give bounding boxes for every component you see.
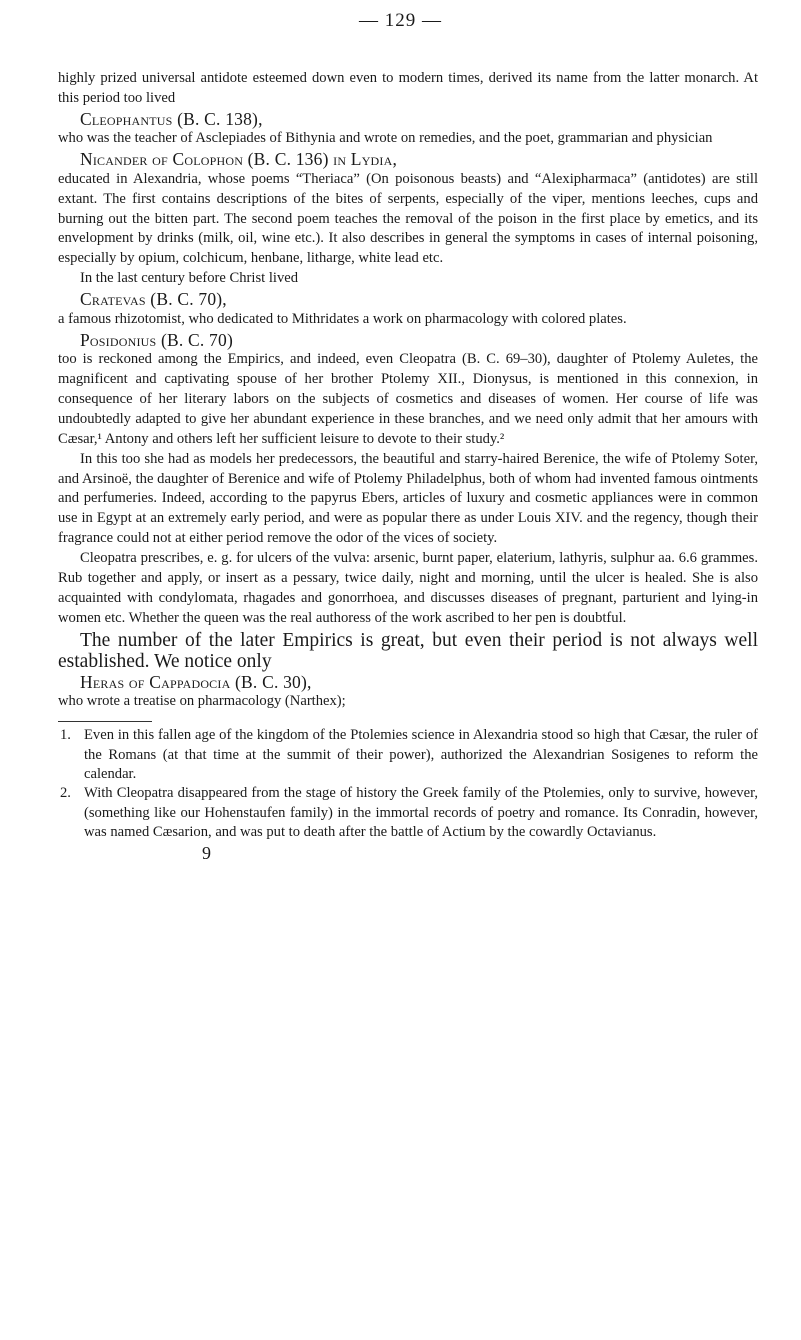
body-text [58, 69, 758, 863]
paragraph-large: The number of the later Empirics is great, but even their period is not always well established. We notice only [58, 629, 758, 672]
page-number: — 129 — [359, 10, 442, 31]
footnote-divider [58, 721, 152, 722]
footnote-text: With Cleopatra disappeared from the stage of history the Greek family of the Ptolemies, only to survive, however, (something like our Hohenstaufen family) in the immortal records of poetry and romance. Its Conradin, however, was named Cæsarion, and was put to death after the battle of Actium by the cowardly Octavianus. [84, 785, 758, 841]
footnote-number: 1. [60, 727, 71, 744]
paragraph: highly prized universal antidote esteemed down even to modern times, derived its name from the latter monarch. At this period too lived [58, 70, 758, 106]
footnote-2 [58, 784, 758, 842]
paragraph: who was the teacher of Asclepiades of Bithynia and wrote on remedies, and the poet, grammarian and physician [58, 130, 713, 147]
signature-mark: 9 [202, 842, 211, 863]
paragraph: In the last century before Christ lived [80, 270, 299, 287]
paragraph: who wrote a treatise on pharmacology (Narthex); [58, 693, 346, 710]
heading-cratevas: Cratevas (B. C. 70), [80, 289, 227, 310]
paragraph: too is reckoned among the Empirics, and indeed, even Cleopatra (B. C. 69–30), daughter of Ptolemy Auletes, the magnificent and captivating spouse of her brother Ptolemy XII., Dionysus, is mentioned in this connexion, in consequence of her literary labors on the subjects of cosmetics and diseases of women. Her course of life was undoubtedly adapted to give her abundant experience in these branches, and we need only admit that her amours with Cæsar,¹ Antony and others left her sufficient leisure to devote to their study.² [58, 351, 758, 447]
paragraph: Cleopatra prescribes, e. g. for ulcers of the vulva: arsenic, burnt paper, elaterium, lathyris, sulphur aa. 6.6 grammes. Rub together and apply, or insert as a pessary, twice daily, night and morning, until the ulcer is healed. She is also acquainted with condylomata, rhagades and gonorrhoea, and discusses diseases of pregnant, parturient and lying-in women etc. Whether the queen was the real authoress of the work ascribed to her pen is doubtful. [58, 550, 758, 626]
footnote-1 [58, 726, 758, 784]
heading-cleophantus: Cleophantus (B. C. 138), [80, 108, 263, 129]
paragraph: In this too she had as models her predecessors, the beautiful and starry-haired Berenice, the wife of Ptolemy Soter, and Arsinoë, the daughter of Berenice and wife of Ptolemy Philadelphus, both of whom had invented famous ointments and perfumeries. Indeed, according to the papyrus Ebers, articles of luxury and cosmetic appliances were in common use in Egypt at an extremely early period, and were as popular there as under Louis XIV. and the regency, though their fragrance could not at either period remove the odor of the vices of society. [58, 450, 758, 547]
heading-heras: Heras of Cappadocia (B. C. 30), [80, 671, 312, 692]
paragraph: educated in Alexandria, whose poems “Theriaca” (On poisonous beasts) and “Alexipharmaca” (antidotes) are still extant. The first contains descriptions of the bites of serpents, especially of the viper, mentions leeches, cups and burning out the bitten part. The second poem teaches the removal of the poison in the first place by emetics, and its envelopment by drinks (milk, oil, wine etc.). It also describes in general the symptoms in cases of internal poisoning, especially by opium, colchicum, henbane, litharge, white lead etc. [58, 170, 758, 267]
footnote-number: 2. [60, 785, 71, 802]
footnote-text: Even in this fallen age of the kingdom of the Ptolemies science in Alexandria stood so high that Cæsar, the ruler of the Romans (at that time at the summit of their power), authorized the Alexandrian Sosigenes to reform the calendar. [84, 727, 758, 782]
heading-nicander: Nicander of Colophon (B. C. 136) in Lydia, [80, 149, 398, 170]
paragraph: a famous rhizotomist, who dedicated to Mithridates a work on pharmacology with colored plates. [58, 310, 627, 327]
heading-posidonius: Posidonius (B. C. 70) [80, 329, 233, 350]
